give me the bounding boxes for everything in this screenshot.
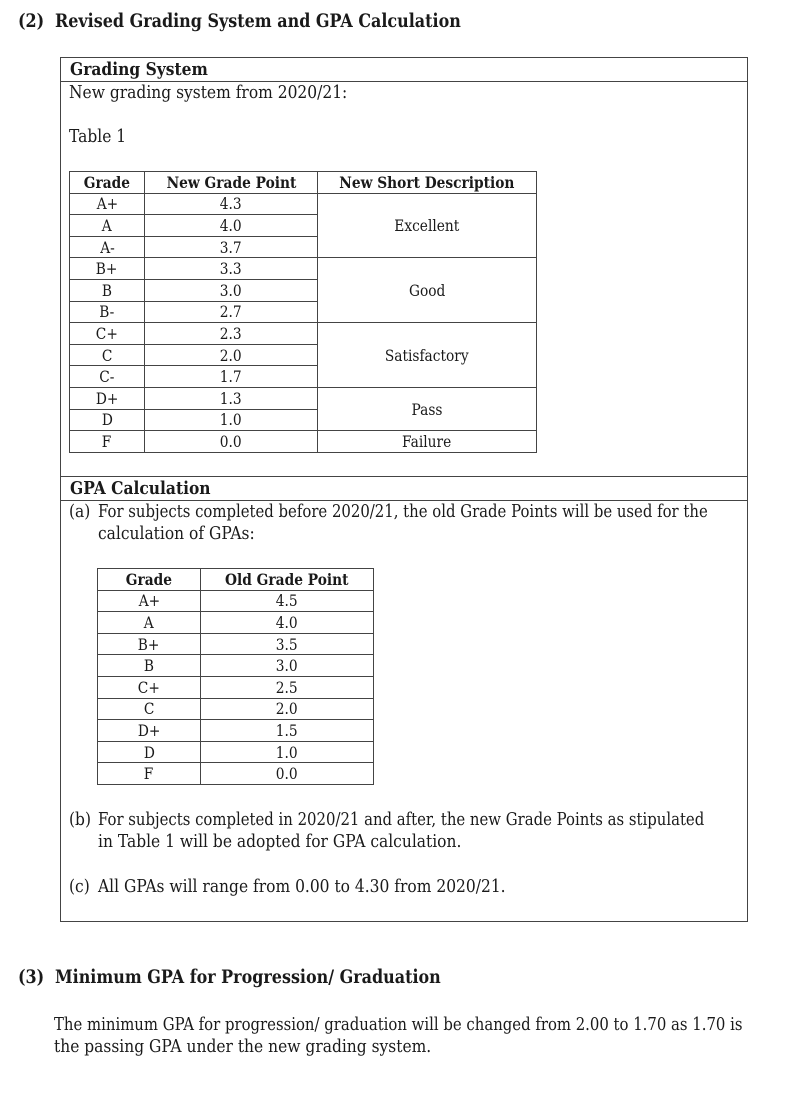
section-3-number: (3) [18,966,45,988]
section-3-line-1: The minimum GPA for progression/ graduation will be changed from 2.00 to 1.70 as 1.70 is [54,1014,743,1035]
section-3-heading [18,966,441,988]
header-old-grade-point: Old Grade Point [201,569,374,591]
section-3-line-2: the passing GPA under the new grading system. [54,1036,432,1057]
table-row: C+ 2.5 [98,676,374,698]
item-c-text: All GPAs will range from 0.00 to 4.30 from 2020/21. [98,876,506,897]
description-good: Good [318,258,537,323]
description-failure: Failure [318,431,537,453]
table-row: F 0.0 [98,763,374,785]
header-new-grade-point: New Grade Point [145,172,318,194]
table-row: D 1.0 [70,409,537,431]
gpa-calculation-title: GPA Calculation [61,477,747,501]
description-pass: Pass [318,387,537,430]
old-grade-table [97,568,374,785]
table-row: D+ 1.5 [98,720,374,742]
description-satisfactory: Satisfactory [318,323,537,388]
item-a-label: (a) [69,501,91,522]
header-grade: Grade [98,569,201,591]
table-row: D 1.0 [98,741,374,763]
description-excellent: Excellent [318,193,537,258]
section-3-title: Minimum GPA for Progression/ Graduation [54,966,441,988]
section-3-paragraph [54,1014,797,1058]
table-row: B- 2.7 [70,301,537,323]
new-grade-table [69,171,537,453]
table-row: A- 3.7 [70,236,537,258]
header-new-short-description: New Short Description [318,172,537,194]
table-row: B 3.0 [70,279,537,301]
item-a-line-1: For subjects completed before 2020/21, the old Grade Points will be used for the [98,501,708,522]
table-row: B+ 3.3 Good [70,258,537,280]
grading-intro: New grading system from 2020/21: [69,82,348,103]
table-row: B+ 3.5 [98,633,374,655]
section-2-title: Revised Grading System and GPA Calculation [54,10,461,32]
table-row: A+ 4.5 [98,590,374,612]
item-b-label: (b) [69,809,91,830]
table-row: C 2.0 [70,344,537,366]
item-b-line-1: For subjects completed in 2020/21 and after, the new Grade Points as stipulated [98,809,705,830]
item-a-line-2: calculation of GPAs: [98,523,255,544]
header-grade: Grade [70,172,145,194]
table-row: D+ 1.3 Pass [70,387,537,409]
grading-system-title: Grading System [61,58,747,82]
table-row: C+ 2.3 Satisfactory [70,323,537,345]
table-row: C 2.0 [98,698,374,720]
section-2-number: (2) [18,10,45,32]
item-b-line-2: in Table 1 will be adopted for GPA calculation. [98,831,462,852]
item-c-label: (c) [69,876,90,897]
table-row: F 0.0 Failure [70,431,537,453]
section-2-heading [18,10,461,32]
table-row: B 3.0 [98,655,374,677]
table-header-row [98,569,374,591]
table-header-row [70,172,537,194]
table-row: A 4.0 [70,215,537,237]
table-row: A+ 4.3 Excellent [70,193,537,215]
table-row: A 4.0 [98,612,374,634]
table-1-caption: Table 1 [69,126,127,147]
table-row: C- 1.7 [70,366,537,388]
